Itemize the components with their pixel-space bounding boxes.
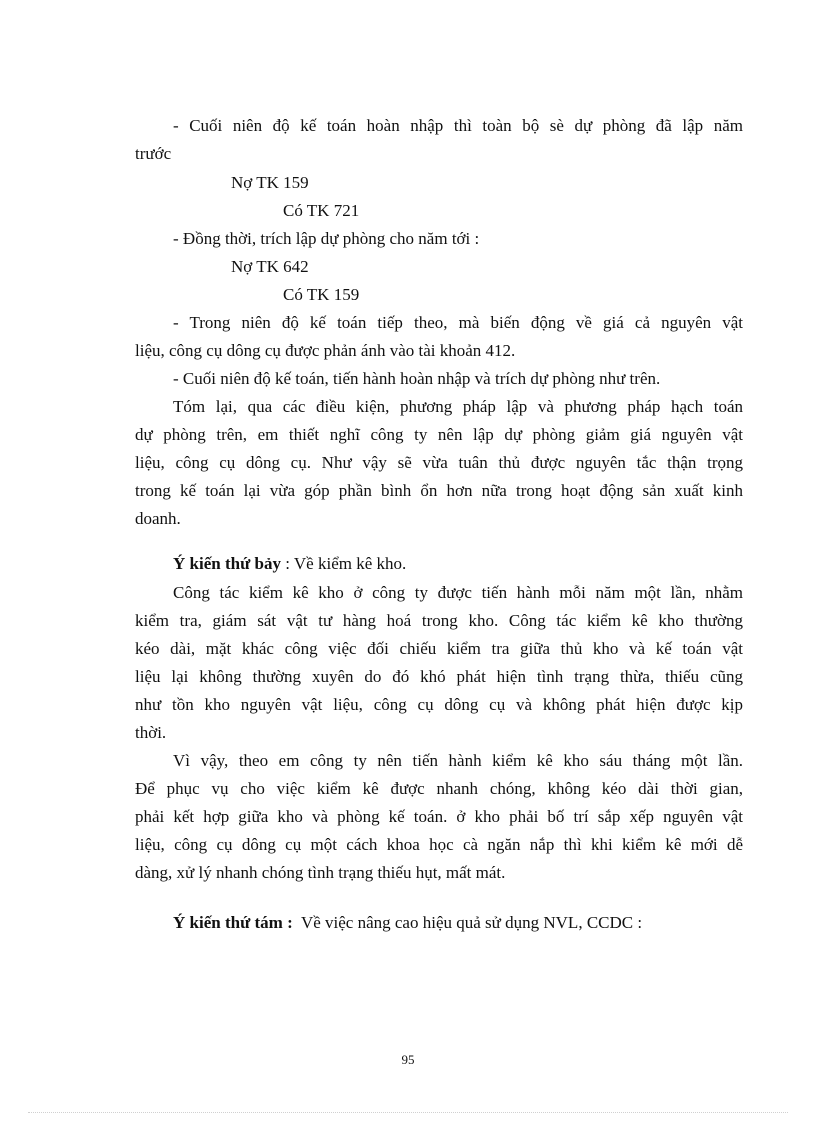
paragraph-line: liệu, công cụ dông cụ một cách khoa học cà ngăn nắp thì khi kiểm kê mới dễ: [135, 835, 743, 854]
paragraph-line: trong kế toán lại vừa góp phần bình ổn hơn nữa trong hoạt động sản xuất kinh: [135, 481, 743, 500]
section-heading-seven: [173, 554, 406, 574]
paragraph-line: phải kết hợp giữa kho và phòng kế toán. ở kho phải bố trí sắp xếp nguyên vật: [135, 807, 743, 826]
paragraph-line: dàng, xử lý nhanh chóng tình trạng thiếu hụt, mất mát.: [135, 863, 506, 882]
page-number: 95: [401, 1052, 415, 1067]
paragraph-line: Để phục vụ cho việc kiểm kê được nhanh chóng, không kéo dài thời gian,: [135, 779, 743, 798]
section-heading-text: Về việc nâng cao hiệu quả sử dụng NVL, CCDC :: [292, 913, 643, 932]
journal-entry-credit: Có TK 721: [283, 201, 360, 220]
paragraph-line: liệu, công cụ dông cụ được phản ánh vào tài khoản 412.: [135, 341, 516, 360]
journal-entry-debit: Nợ TK 159: [231, 173, 309, 192]
paragraph-line: dự phòng trên, em thiết nghĩ công ty nên lập dự phòng giảm giá nguyên vật: [135, 425, 743, 444]
paragraph-line: như tồn kho nguyên vật liệu, công cụ dông cụ và không phát hiện được kịp: [135, 695, 743, 714]
paragraph-line: doanh.: [135, 509, 181, 528]
paragraph-line: kiểm tra, giám sát vật tư hàng hoá trong kho. Công tác kiểm kê kho thường: [135, 611, 743, 630]
paragraph-line: - Cuối niên độ kế toán hoàn nhập thì toàn bộ sè dự phòng đã lập năm: [173, 116, 743, 135]
journal-entry-credit: Có TK 159: [283, 285, 360, 304]
section-heading-eight: [173, 913, 642, 933]
section-heading-label: Ý kiến thứ tám :: [173, 913, 293, 932]
paragraph-line: kéo dài, mặt khác công việc đối chiếu kiểm tra giữa thủ kho và kế toán vật: [135, 639, 743, 658]
page-divider: [28, 1112, 788, 1113]
section-heading-text: : Về kiểm kê kho.: [280, 554, 407, 573]
paragraph-line: Tóm lại, qua các điều kiện, phương pháp lập và phương pháp hạch toán: [173, 397, 743, 416]
paragraph-line: Công tác kiểm kê kho ở công ty được tiến hành mỗi năm một lần, nhằm: [173, 583, 743, 602]
paragraph-line: - Đồng thời, trích lập dự phòng cho năm tới :: [173, 229, 480, 248]
journal-entry-debit: Nợ TK 642: [231, 257, 309, 276]
paragraph-line: - Cuối niên độ kế toán, tiến hành hoàn nhập và trích dự phòng như trên.: [173, 369, 661, 388]
paragraph-line: trước: [135, 144, 172, 163]
paragraph-line: thời.: [135, 723, 167, 742]
section-heading-label: Ý kiến thứ bảy: [173, 554, 281, 573]
paragraph-line: - Trong niên độ kế toán tiếp theo, mà biến động về giá cả nguyên vật: [173, 313, 743, 332]
paragraph-line: liệu, công cụ dông cụ. Như vậy sẽ vừa tuân thủ được nguyên tắc thận trọng: [135, 453, 743, 472]
paragraph-line: liệu lại không thường xuyên do đó khó phát hiện tình trạng thừa, thiếu cũng: [135, 667, 743, 686]
paragraph-line: Vì vậy, theo em công ty nên tiến hành kiểm kê kho sáu tháng một lần.: [173, 751, 743, 770]
